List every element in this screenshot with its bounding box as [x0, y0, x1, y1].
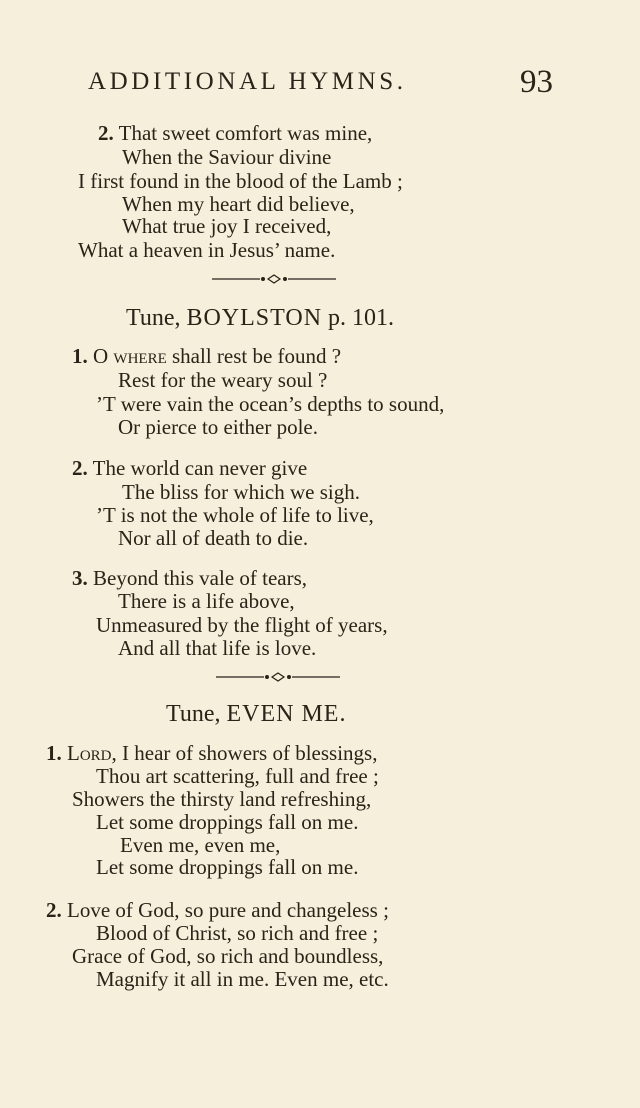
verse-number: 1.: [46, 741, 62, 765]
verse-line: There is a life above,: [118, 589, 295, 613]
running-title: ADDITIONAL HYMNS.: [88, 68, 407, 95]
verse-line: And all that life is love.: [118, 636, 317, 660]
verse-number: 2.: [46, 898, 62, 922]
verse-line: 1. Lord, I hear of showers of blessings,: [46, 741, 378, 765]
tune-name: BOYLSTON: [186, 305, 323, 331]
verse-line: Showers the thirsty land refreshing,: [72, 787, 372, 811]
verse-line: What true joy I received,: [122, 214, 332, 238]
ornament-divider: [216, 670, 340, 684]
verse-line: ’T were vain the ocean’s depths to sound,: [96, 392, 445, 416]
verse-number: 1.: [72, 344, 88, 368]
verse-line: 2. That sweet comfort was mine,: [98, 121, 373, 145]
verse-line: 3. Beyond this vale of tears,: [72, 566, 308, 590]
first-word: O where: [93, 344, 167, 368]
verse-line: Blood of Christ, so rich and free ;: [96, 921, 379, 945]
verse-line: What a heaven in Jesus’ name.: [78, 238, 336, 262]
tune-prefix: Tune,: [126, 305, 181, 331]
verse-line: When my heart did believe,: [122, 192, 355, 216]
verse-line: Unmeasured by the flight of years,: [96, 613, 388, 637]
tune-page: p. 101.: [328, 305, 395, 331]
tune-prefix: Tune,: [166, 701, 221, 727]
verse-number: 3.: [72, 566, 88, 590]
verse-line: 2. The world can never give: [72, 456, 308, 480]
tune-name: EVEN ME.: [226, 701, 347, 727]
verse-line: Even me, even me,: [120, 833, 281, 857]
page-number: 93: [520, 64, 553, 100]
verse-line: When the Saviour divine: [122, 145, 332, 169]
verse-line: I first found in the blood of the Lamb ;: [78, 169, 403, 193]
verse-line: Let some droppings fall on me.: [96, 855, 359, 879]
verse-line: Grace of God, so rich and boundless,: [72, 944, 384, 968]
running-header: [0, 64, 640, 102]
verse-line: Thou art scattering, full and free ;: [96, 764, 379, 788]
verse-line: The bliss for which we sigh.: [122, 480, 360, 504]
verse-line: Magnify it all in me. Even me, etc.: [96, 967, 389, 991]
ornament-divider: [212, 272, 336, 286]
verse-number: 2.: [98, 121, 114, 145]
tune-heading: [166, 700, 346, 728]
verse-line: 1. O where shall rest be found ?: [72, 344, 342, 368]
verse-line: Rest for the weary soul ?: [118, 368, 328, 392]
tune-heading: [126, 304, 394, 332]
verse-number: 2.: [72, 456, 88, 480]
verse-line: Or pierce to either pole.: [118, 415, 318, 439]
first-word: Lord,: [67, 741, 117, 765]
verse-line: Let some droppings fall on me.: [96, 810, 359, 834]
verse-line: 2. Love of God, so pure and changeless ;: [46, 898, 389, 922]
verse-line: Nor all of death to die.: [118, 526, 309, 550]
verse-line: ’T is not the whole of life to live,: [96, 503, 374, 527]
